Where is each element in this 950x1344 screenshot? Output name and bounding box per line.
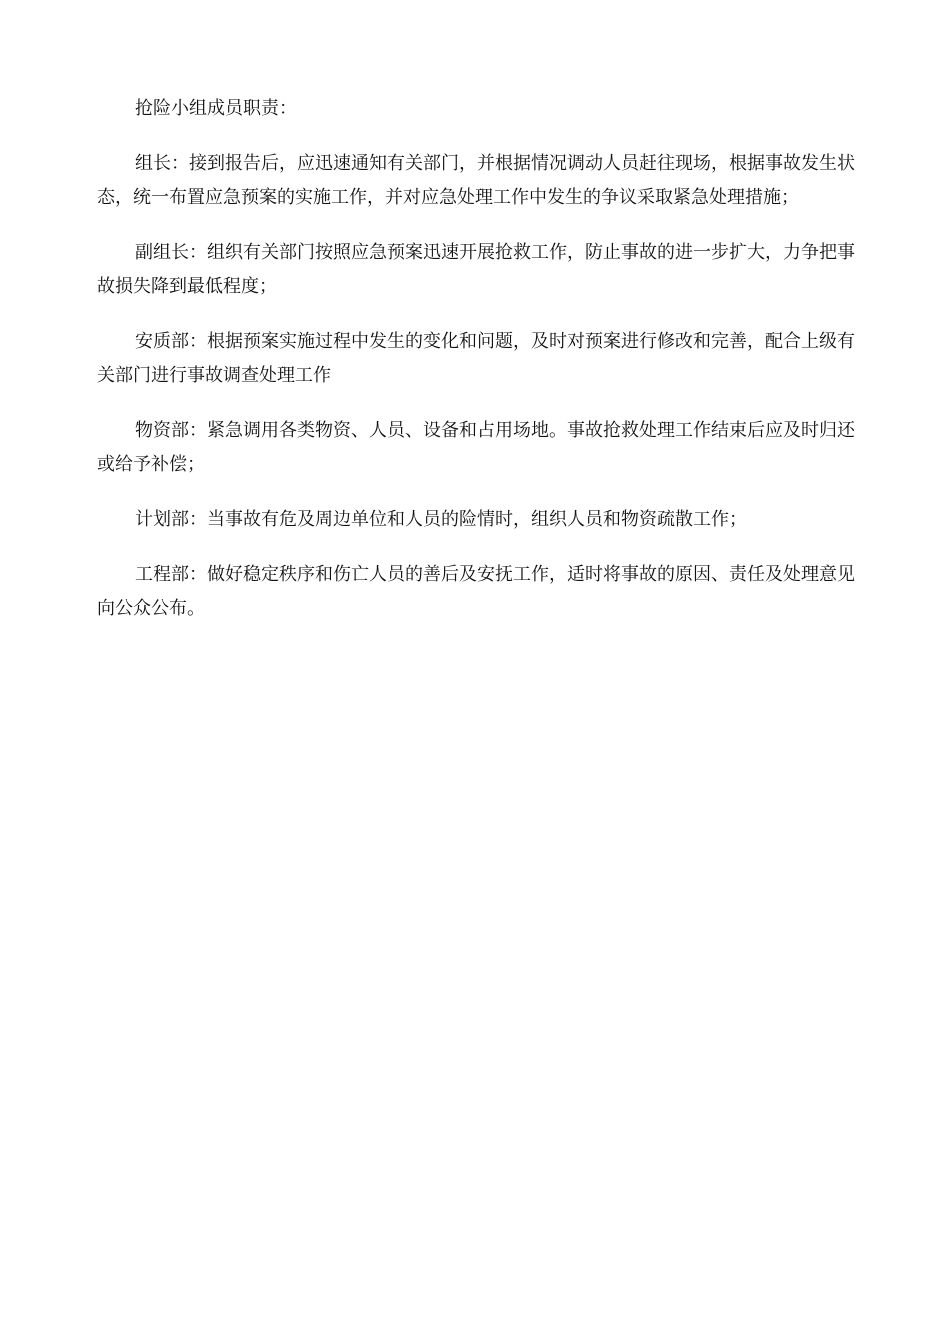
paragraph-planning-dept: 计划部：当事故有危及周边单位和人员的险情时，组织人员和物资疏散工作； [135,509,747,530]
section-heading: 抢险小组成员职责： [135,98,297,119]
paragraph-engineering-dept: 工程部：做好稳定秩序和伤亡人员的善后及安抚工作，适时将事故的原因、责任及处理意见向公众公布。 [97,564,855,619]
document-body [97,92,855,647]
paragraph-materials-dept: 物资部：紧急调用各类物资、人员、设备和占用场地。事故抢救处理工作结束后应及时归还或给予补偿； [97,420,855,475]
paragraph-safety-quality-dept: 安质部：根据预案实施过程中发生的变化和问题，及时对预案进行修改和完善，配合上级有关部门进行事故调查处理工作 [97,331,855,386]
paragraph-team-leader: 组长：接到报告后，应迅速通知有关部门，并根据情况调动人员赶往现场，根据事故发生状态，统一布置应急预案的实施工作，并对应急处理工作中发生的争议采取紧急处理措施； [97,153,855,208]
paragraph-deputy-leader: 副组长：组织有关部门按照应急预案迅速开展抢救工作，防止事故的进一步扩大，力争把事故损失降到最低程度； [97,242,855,297]
